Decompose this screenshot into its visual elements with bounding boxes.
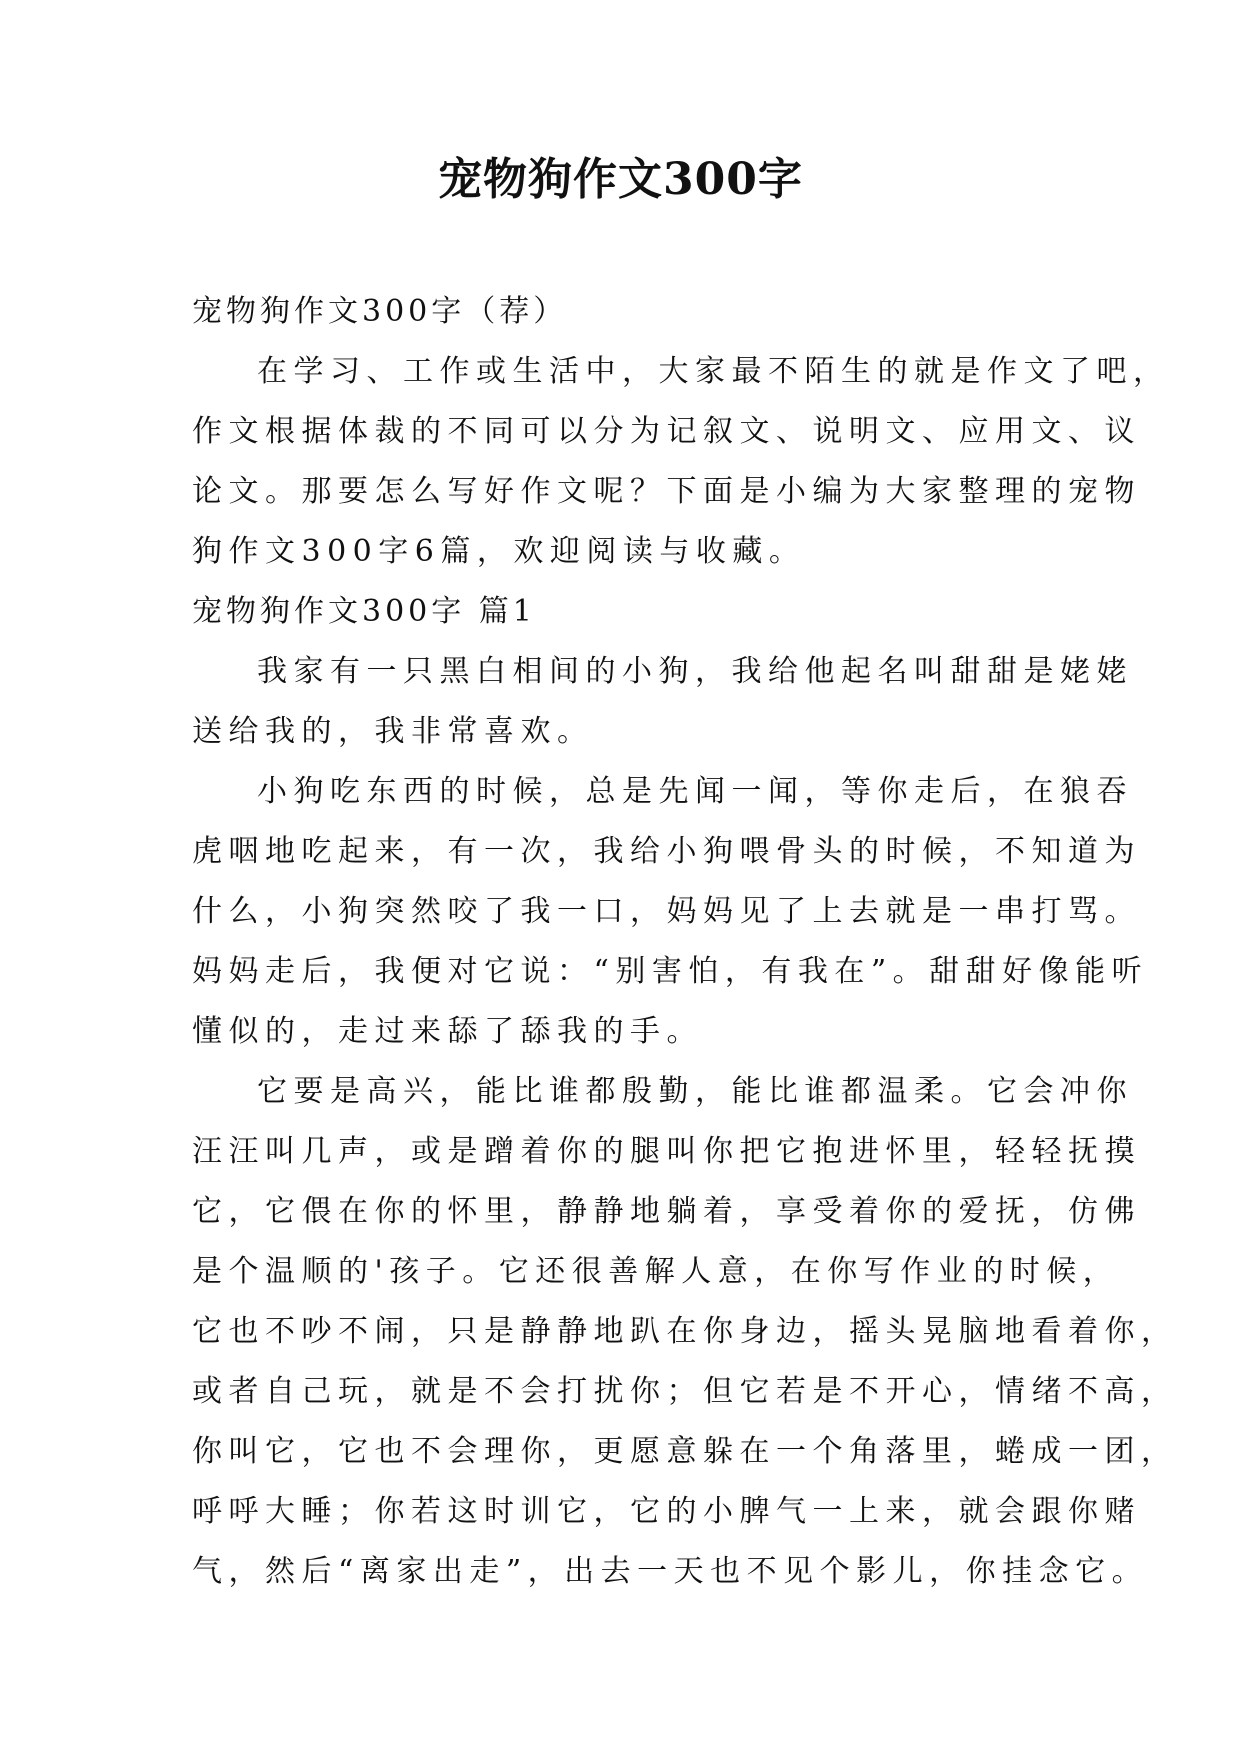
- paragraph-line: 是个温顺的'孩子。它还很善解人意，在你写作业的时候，: [192, 1254, 1120, 1289]
- subtitle-line: 宠物狗作文300字（荐）: [192, 294, 568, 329]
- paragraph-line: 论文。那要怎么写好作文呢？下面是小编为大家整理的宠物: [192, 474, 1141, 509]
- paragraph-line: 作文根据体裁的不同可以分为记叙文、说明文、应用文、议: [192, 414, 1141, 449]
- paragraph-line: 妈妈走后，我便对它说：“别害怕，有我在”。甜甜好像能听: [192, 954, 1149, 989]
- paragraph-line: 狗作文300字6篇，欢迎阅读与收藏。: [192, 534, 806, 569]
- paragraph-line: 在学习、工作或生活中，大家最不陌生的就是作文了吧，: [257, 354, 1170, 389]
- paragraph-line: 气，然后“离家出走”，出去一天也不见个影儿，你挂念它。: [192, 1554, 1149, 1589]
- paragraph-line: 懂似的，走过来舔了舔我的手。: [192, 1014, 703, 1049]
- paragraph-line: 或者自己玩，就是不会打扰你；但它若是不开心，情绪不高，: [192, 1374, 1178, 1409]
- paragraph-line: 什么，小狗突然咬了我一口，妈妈见了上去就是一串打骂。: [192, 894, 1141, 929]
- document-title: 宠物狗作文300字: [438, 154, 803, 205]
- paragraph-line: 它要是高兴，能比谁都殷勤，能比谁都温柔。它会冲你: [257, 1074, 1133, 1109]
- paragraph-line: 它，它偎在你的怀里，静静地躺着，享受着你的爱抚，仿佛: [192, 1194, 1141, 1229]
- paragraph-line: 我家有一只黑白相间的小狗，我给他起名叫甜甜是姥姥: [257, 654, 1133, 689]
- paragraph-line: 汪汪叫几声，或是蹭着你的腿叫你把它抱进怀里，轻轻抚摸: [192, 1134, 1141, 1169]
- document-body: [192, 282, 1178, 1602]
- paragraph-line: 呼呼大睡；你若这时训它，它的小脾气一上来，就会跟你赌: [192, 1494, 1141, 1529]
- paragraph-line: 送给我的，我非常喜欢。: [192, 714, 594, 749]
- paragraph-line: 虎咽地吃起来，有一次，我给小狗喂骨头的时候，不知道为: [192, 834, 1141, 869]
- section-heading: 宠物狗作文300字 篇1: [192, 594, 536, 629]
- paragraph-line: 小狗吃东西的时候，总是先闻一闻，等你走后，在狼吞: [257, 774, 1133, 809]
- paragraph-line: 你叫它，它也不会理你，更愿意躲在一个角落里，蜷成一团，: [192, 1434, 1178, 1469]
- paragraph-line: 它也不吵不闹，只是静静地趴在你身边，摇头晃脑地看着你，: [192, 1314, 1178, 1349]
